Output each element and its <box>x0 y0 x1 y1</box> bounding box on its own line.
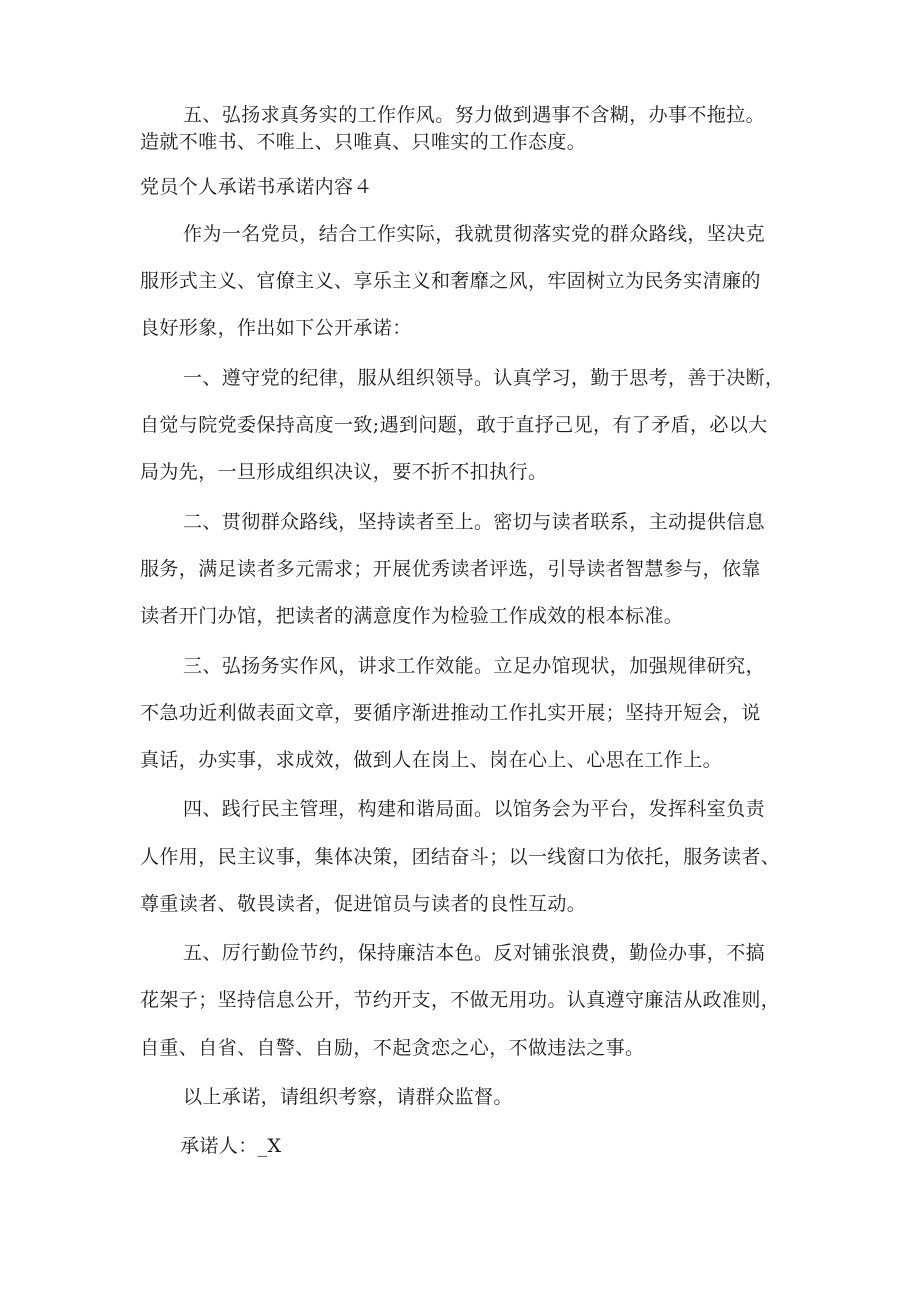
item-3-line-2: 不急功近利做表面文章，要循序渐进推动工作扎实开展；坚持开短会，说 <box>140 702 761 724</box>
item-1-line-3: 局为先，一旦形成组织决议，要不折不扣执行。 <box>140 461 548 483</box>
item-5-line-2: 花架子；坚持信息公开，节约开支，不做无用功。认真遵守廉洁从政准则， <box>140 989 781 1011</box>
item-3-line-3: 真话，办实事，求成效，做到人在岗上、岗在心上、心思在工作上。 <box>140 749 723 771</box>
item-3-line-1: 三、弘扬务实作风，讲求工作效能。立足办馆现状，加强规律研究， <box>183 655 766 677</box>
item-1-line-2: 自觉与院党委保持高度一致;遇到问题，敢于直抒己见，有了矛盾，必以大 <box>140 414 768 436</box>
preamble-line-3: 良好形象，作出如下公开承诺： <box>140 317 412 339</box>
intro-item-5-line-1: 五、弘扬求真务实的工作作风。努力做到遇事不含糊，办事不拖拉。 <box>183 104 766 126</box>
item-5-line-3: 自重、自省、自警、自励，不起贪恋之心，不做违法之事。 <box>140 1037 645 1059</box>
section-heading: 党员个人承诺书承诺内容４ <box>140 176 373 198</box>
preamble-line-2: 服形式主义、官僚主义、享乐主义和奢靡之风，牢固树立为民务实清廉的 <box>140 270 761 292</box>
preamble-line-1: 作为一名党员，结合工作实际，我就贯彻落实党的群众路线，坚决克 <box>183 223 766 245</box>
item-4-line-3: 尊重读者、敬畏读者，促进馆员与读者的良性互动。 <box>140 893 587 915</box>
item-1-line-1: 一、遵守党的纪律，服从组织领导。认真学习，勤于思考，善于决断， <box>183 367 785 389</box>
closing-statement: 以上承诺，请组织考察，请群众监督。 <box>183 1086 513 1108</box>
item-2-line-3: 读者开门办馆，把读者的满意度作为检验工作成效的根本标准。 <box>140 605 684 627</box>
item-5-line-1: 五、厉行勤俭节约，保持廉洁本色。反对铺张浪费，勤俭办事，不搞 <box>183 942 766 964</box>
intro-item-5-line-2: 造就不唯书、不唯上、只唯真、只唯实的工作态度。 <box>140 131 587 153</box>
signature-line: 承诺人：_X <box>180 1135 282 1157</box>
item-4-line-1: 四、践行民主管理，构建和谐局面。以馆务会为平台，发挥科室负责 <box>183 798 766 820</box>
item-2-line-1: 二、贯彻群众路线，坚持读者至上。密切与读者联系，主动提供信息 <box>183 511 766 533</box>
item-2-line-2: 服务，满足读者多元需求；开展优秀读者评选，引导读者智慧参与，依靠 <box>140 558 761 580</box>
item-4-line-2: 人作用，民主议事，集体决策，团结奋斗；以一线窗口为依托，服务读者、 <box>140 846 781 868</box>
